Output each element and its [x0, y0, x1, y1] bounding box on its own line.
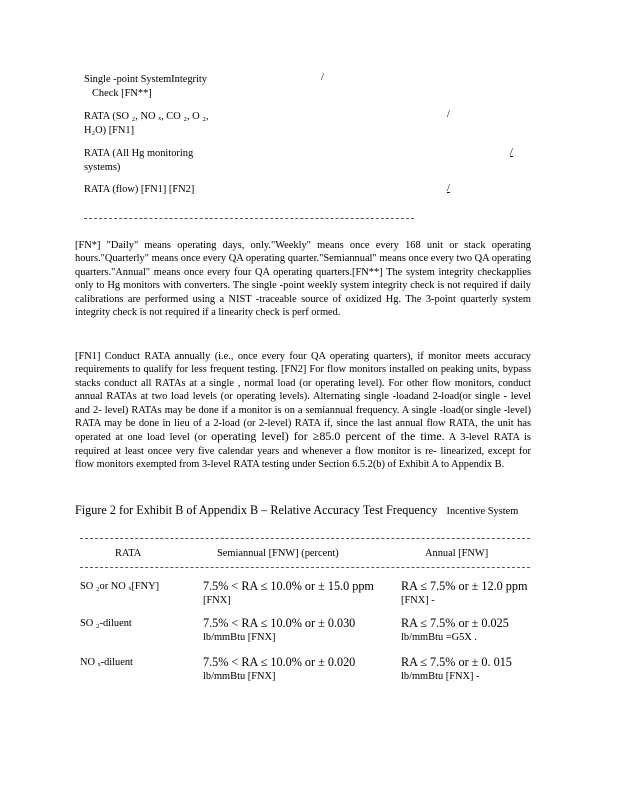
table-cell-annual-cont: lb/mmBtu [FNX] - [401, 671, 480, 682]
table-cell-semiannual: 7.5% < RA ≤ 10.0% or ± 0.020 [203, 655, 356, 669]
slash-mark: / [510, 147, 513, 158]
footnote-text [75, 350, 531, 472]
table-cell-semiannual-cont: lb/mmBtu [FNX] [203, 671, 276, 682]
table-header-rata: RATA [115, 548, 142, 559]
footnote-definitions [75, 239, 531, 319]
table-top-rule [80, 538, 530, 539]
table-cell-rata: SO ₂or NO ₓ[FNY] [80, 581, 160, 592]
slash-mark: / [321, 72, 324, 83]
footnote-text-part: A 3-level RATA is required at least oncee very five calendar years and whenever a flow monitor is re- linearized, except for flow monitors exempted from 3-level RATA testing under Section 6.5.2(b) of Exhibit A to Appendix B. [75, 432, 531, 471]
figure-caption [75, 503, 518, 518]
footnote-text-large: operating level) for ≥85.0 percent of the time. [211, 429, 445, 444]
table-cell-semiannual: 7.5% < RA ≤ 10.0% or ± 15.0 ppm [203, 579, 374, 593]
figure-caption-title: Figure 2 for Exhibit B of Appendix B – Relative Accuracy Test Frequency [75, 503, 438, 517]
table-cell-annual-cont: lb/mmBtu =G5X . [401, 632, 478, 643]
divider [84, 218, 414, 219]
footnote-text: [FN*] "Daily" means operating days, only."Weekly" means once every 168 unit or stack operating hours."Quarterly" means once every QA operating quarter."Semiannual" means once every two QA operating quarters."Annual" means once every four QA operating quarters.[FN**] The system integrity checkapplies only to Hg monitors with converters. The single -point weekly system integrity check is not required if daily calibrations are performed using a NIST -traceable source of oxidized Hg. The 3-point quarterly system integrity check is not required if a linearity check is perf ormed. [75, 240, 531, 319]
table-cell-rata: NO ₓ-diluent [80, 657, 133, 668]
table-cell-rata: SO ₂-diluent [80, 618, 132, 629]
table-header-semiannual: Semiannual [FNW] (percent) [217, 548, 339, 559]
figure-caption-subtitle: Incentive System [446, 506, 519, 517]
table-cell-annual-cont: [FNX] - [401, 595, 435, 606]
row-label: RATA (flow) [FN1] [FN2] [84, 184, 195, 195]
table-cell-annual: RA ≤ 7.5% or ± 12.0 ppm [401, 579, 528, 593]
table-cell-semiannual-cont: [FNX] [203, 595, 231, 606]
slash-mark: / [447, 109, 450, 120]
slash-mark: / [447, 183, 450, 194]
table-cell-semiannual: 7.5% < RA ≤ 10.0% or ± 0.030 [203, 616, 356, 630]
table-header-rule [80, 567, 530, 568]
table-cell-annual: RA ≤ 7.5% or ± 0.025 [401, 616, 509, 630]
footnote-text-part: [FN1] Conduct RATA annually (i.e., once every four QA operating quarters), if monitor meets accuracy requirements to qualify for less frequent testing. [FN2] For flow monitors installed on peaking units, bypass stacks conduct all RATAs at a single , normal load (or operating level). For other flow monitors, conduct annual RATAs at two load levels (or operating levels). Alternating single -loadand 2-load(or single - level and 2- level) RATAs may be done if a monitor is on a semiannual frequency. A single -load(or single -level) RATA may be done in lieu of a 2-load (or 2-level) RATA if, since the last annual flow RATA, the unit has operated at one load level (or [75, 351, 531, 444]
row-label-cont: H₂O) [FN1] [84, 125, 135, 136]
table-cell-semiannual-cont: lb/mmBtu [FNX] [203, 632, 276, 643]
row-label: Single -point SystemIntegrity [84, 74, 207, 85]
table-header-annual: Annual [FNW] [425, 548, 489, 559]
row-label-cont: Check [FN**] [92, 88, 152, 99]
row-label-cont: systems) [84, 162, 121, 173]
footnote-fn1-fn2 [75, 350, 531, 472]
row-label: RATA (SO ₂, NO ₓ, CO ₂, O ₂, [84, 111, 209, 122]
row-label: RATA (All Hg monitoring [84, 148, 194, 159]
table-cell-annual: RA ≤ 7.5% or ± 0. 015 [401, 655, 512, 669]
